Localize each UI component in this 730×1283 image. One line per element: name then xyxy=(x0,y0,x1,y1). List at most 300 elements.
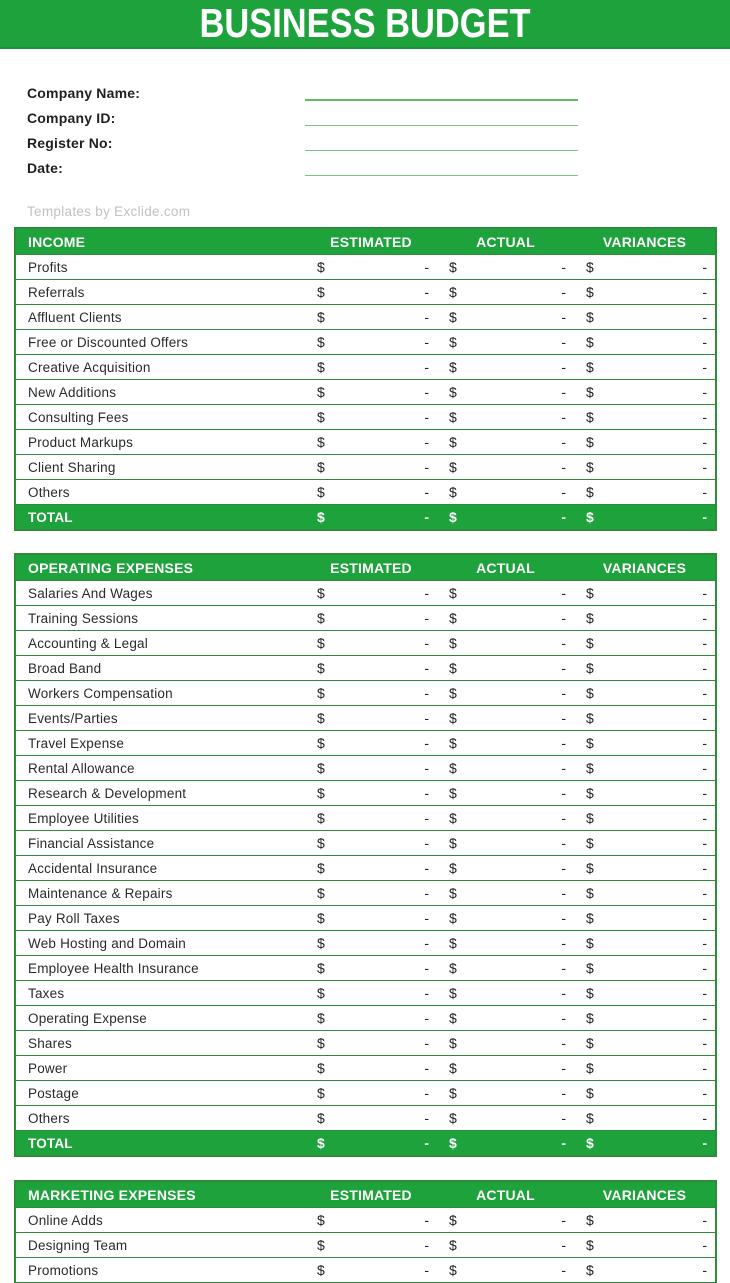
amount-cell[interactable] xyxy=(437,936,574,950)
row-label: Pay Roll Taxes xyxy=(28,910,120,926)
table-row xyxy=(16,605,715,630)
table-row xyxy=(16,1080,715,1105)
amount-cell[interactable] xyxy=(305,611,437,625)
page-title: BUSINESS BUDGET xyxy=(199,0,531,46)
amount-cell[interactable] xyxy=(574,786,715,800)
amount-value: - xyxy=(702,885,707,901)
amount-cell[interactable] xyxy=(305,310,437,324)
amount-cell[interactable] xyxy=(437,611,574,625)
amount-value: - xyxy=(702,359,707,375)
currency-symbol: $ xyxy=(317,1212,325,1228)
amount-cell[interactable] xyxy=(305,1136,437,1150)
amount-value: - xyxy=(424,459,429,475)
amount-cell[interactable] xyxy=(574,335,715,349)
amount-cell[interactable] xyxy=(574,686,715,700)
row-label: Salaries And Wages xyxy=(28,585,153,601)
amount-cell[interactable] xyxy=(574,485,715,499)
amount-cell[interactable] xyxy=(437,586,574,600)
currency-symbol: $ xyxy=(586,760,594,776)
amount-cell[interactable] xyxy=(437,986,574,1000)
marketing-expenses-header-row xyxy=(16,1182,715,1207)
currency-symbol: $ xyxy=(317,585,325,601)
currency-symbol: $ xyxy=(449,334,457,350)
currency-symbol: $ xyxy=(449,785,457,801)
amount-cell[interactable] xyxy=(305,1111,437,1125)
amount-cell[interactable] xyxy=(437,360,574,374)
amount-cell[interactable] xyxy=(574,1136,715,1150)
table-row xyxy=(16,1055,715,1080)
amount-cell[interactable] xyxy=(437,711,574,725)
marketing-expenses-title: MARKETING EXPENSES xyxy=(28,1186,196,1203)
row-label: Broad Band xyxy=(28,660,102,676)
amount-cell[interactable] xyxy=(437,1086,574,1100)
table-row xyxy=(16,780,715,805)
amount-value: - xyxy=(424,1237,429,1253)
table-row xyxy=(16,905,715,930)
amount-value: - xyxy=(561,960,566,976)
row-label: Accounting & Legal xyxy=(28,635,148,651)
amount-cell[interactable] xyxy=(437,1036,574,1050)
amount-value: - xyxy=(702,1085,707,1101)
amount-value: - xyxy=(424,1060,429,1076)
amount-value: - xyxy=(702,284,707,300)
date-input[interactable] xyxy=(305,175,578,176)
operating-expenses-table xyxy=(14,553,717,1157)
amount-value: - xyxy=(702,459,707,475)
currency-symbol: $ xyxy=(317,835,325,851)
amount-value: - xyxy=(424,885,429,901)
amount-value: - xyxy=(702,860,707,876)
amount-value: - xyxy=(702,710,707,726)
row-label: New Additions xyxy=(28,384,117,400)
amount-cell[interactable] xyxy=(574,1238,715,1252)
amount-cell[interactable] xyxy=(305,1086,437,1100)
amount-value: - xyxy=(561,1110,566,1126)
amount-value: - xyxy=(561,1085,566,1101)
table-row xyxy=(16,730,715,755)
amount-cell[interactable] xyxy=(574,586,715,600)
currency-symbol: $ xyxy=(317,359,325,375)
amount-cell[interactable] xyxy=(437,310,574,324)
amount-cell[interactable] xyxy=(574,611,715,625)
amount-cell[interactable] xyxy=(437,485,574,499)
amount-cell[interactable] xyxy=(305,811,437,825)
amount-value: - xyxy=(424,960,429,976)
amount-cell[interactable] xyxy=(574,736,715,750)
amount-cell[interactable] xyxy=(437,786,574,800)
amount-cell[interactable] xyxy=(305,335,437,349)
currency-symbol: $ xyxy=(586,985,594,1001)
amount-cell[interactable] xyxy=(437,836,574,850)
company-name-input[interactable] xyxy=(305,99,578,101)
row-label: Client Sharing xyxy=(28,459,116,475)
amount-cell[interactable] xyxy=(437,385,574,399)
currency-symbol: $ xyxy=(449,434,457,450)
amount-cell[interactable] xyxy=(574,1036,715,1050)
amount-value: - xyxy=(561,785,566,801)
amount-value: - xyxy=(561,284,566,300)
amount-cell[interactable] xyxy=(437,736,574,750)
amount-value: - xyxy=(561,459,566,475)
currency-symbol: $ xyxy=(317,1085,325,1101)
row-label: Maintenance & Repairs xyxy=(28,885,173,901)
amount-cell[interactable] xyxy=(437,661,574,675)
amount-cell[interactable] xyxy=(437,761,574,775)
amount-cell[interactable] xyxy=(305,911,437,925)
total-row xyxy=(16,1130,715,1155)
amount-value: - xyxy=(424,785,429,801)
currency-symbol: $ xyxy=(317,1237,325,1253)
row-label: Research & Development xyxy=(28,785,187,801)
amount-value: - xyxy=(561,835,566,851)
table-row xyxy=(16,429,715,454)
currency-symbol: $ xyxy=(586,1110,594,1126)
amount-value: - xyxy=(702,585,707,601)
amount-cell[interactable] xyxy=(305,586,437,600)
currency-symbol: $ xyxy=(586,610,594,626)
currency-symbol: $ xyxy=(586,810,594,826)
amount-value: - xyxy=(424,910,429,926)
row-label: Employee Utilities xyxy=(28,810,139,826)
row-label: Employee Health Insurance xyxy=(28,960,199,976)
currency-symbol: $ xyxy=(317,860,325,876)
amount-cell[interactable] xyxy=(305,861,437,875)
row-label: Training Sessions xyxy=(28,610,139,626)
amount-cell[interactable] xyxy=(437,260,574,274)
currency-symbol: $ xyxy=(449,735,457,751)
currency-symbol: $ xyxy=(449,359,457,375)
amount-value: - xyxy=(561,434,566,450)
currency-symbol: $ xyxy=(317,409,325,425)
currency-symbol: $ xyxy=(317,384,325,400)
amount-cell[interactable] xyxy=(574,761,715,775)
amount-cell[interactable] xyxy=(574,1086,715,1100)
currency-symbol: $ xyxy=(586,309,594,325)
amount-cell[interactable] xyxy=(305,1213,437,1227)
amount-value: - xyxy=(561,685,566,701)
amount-value: - xyxy=(561,635,566,651)
amount-cell[interactable] xyxy=(437,460,574,474)
currency-symbol: $ xyxy=(317,1010,325,1026)
currency-symbol: $ xyxy=(317,459,325,475)
amount-cell[interactable] xyxy=(305,936,437,950)
currency-symbol: $ xyxy=(449,1010,457,1026)
amount-cell[interactable] xyxy=(437,1111,574,1125)
amount-cell[interactable] xyxy=(305,1061,437,1075)
currency-symbol: $ xyxy=(586,910,594,926)
amount-cell[interactable] xyxy=(437,1213,574,1227)
amount-value: - xyxy=(561,509,566,525)
amount-cell[interactable] xyxy=(437,335,574,349)
table-row xyxy=(16,454,715,479)
amount-value: - xyxy=(702,610,707,626)
row-label: Power xyxy=(28,1060,68,1076)
amount-value: - xyxy=(561,309,566,325)
amount-value: - xyxy=(424,484,429,500)
currency-symbol: $ xyxy=(317,509,325,525)
amount-cell[interactable] xyxy=(305,1011,437,1025)
currency-symbol: $ xyxy=(449,1060,457,1076)
currency-symbol: $ xyxy=(449,384,457,400)
amount-cell[interactable] xyxy=(574,661,715,675)
amount-value: - xyxy=(702,334,707,350)
register-no-label: Register No: xyxy=(27,134,113,151)
amount-value: - xyxy=(424,710,429,726)
amount-cell[interactable] xyxy=(437,1136,574,1150)
amount-cell[interactable] xyxy=(305,961,437,975)
amount-value: - xyxy=(561,259,566,275)
amount-value: - xyxy=(702,434,707,450)
amount-value: - xyxy=(424,635,429,651)
amount-value: - xyxy=(424,585,429,601)
amount-cell[interactable] xyxy=(574,385,715,399)
amount-cell[interactable] xyxy=(437,861,574,875)
amount-cell[interactable] xyxy=(305,260,437,274)
amount-cell[interactable] xyxy=(305,636,437,650)
amount-cell[interactable] xyxy=(437,886,574,900)
amount-cell[interactable] xyxy=(437,1011,574,1025)
amount-value: - xyxy=(702,735,707,751)
amount-cell[interactable] xyxy=(574,510,715,524)
currency-symbol: $ xyxy=(586,1035,594,1051)
total-label: TOTAL xyxy=(28,1135,73,1151)
table-row xyxy=(16,1207,715,1232)
currency-symbol: $ xyxy=(449,910,457,926)
amount-value: - xyxy=(702,484,707,500)
total-row xyxy=(16,504,715,529)
row-label: Creative Acquisition xyxy=(28,359,151,375)
company-id-input[interactable] xyxy=(305,125,578,126)
amount-value: - xyxy=(424,1135,429,1151)
amount-cell[interactable] xyxy=(437,911,574,925)
amount-value: - xyxy=(702,660,707,676)
currency-symbol: $ xyxy=(449,484,457,500)
amount-value: - xyxy=(424,1035,429,1051)
amount-value: - xyxy=(424,309,429,325)
amount-value: - xyxy=(424,760,429,776)
amount-value: - xyxy=(561,484,566,500)
amount-cell[interactable] xyxy=(305,661,437,675)
amount-value: - xyxy=(561,910,566,926)
amount-cell[interactable] xyxy=(305,836,437,850)
amount-cell[interactable] xyxy=(305,786,437,800)
amount-cell[interactable] xyxy=(305,686,437,700)
table-row xyxy=(16,254,715,279)
currency-symbol: $ xyxy=(586,284,594,300)
amount-value: - xyxy=(424,935,429,951)
amount-cell[interactable] xyxy=(437,811,574,825)
amount-value: - xyxy=(702,259,707,275)
column-header-variances: VARIANCES xyxy=(602,1186,687,1203)
amount-value: - xyxy=(561,885,566,901)
amount-value: - xyxy=(424,860,429,876)
currency-symbol: $ xyxy=(317,334,325,350)
table-row xyxy=(16,630,715,655)
currency-symbol: $ xyxy=(586,334,594,350)
amount-cell[interactable] xyxy=(574,986,715,1000)
amount-cell[interactable] xyxy=(574,1263,715,1277)
amount-cell[interactable] xyxy=(574,260,715,274)
amount-cell[interactable] xyxy=(574,636,715,650)
currency-symbol: $ xyxy=(317,810,325,826)
amount-value: - xyxy=(424,384,429,400)
currency-symbol: $ xyxy=(449,985,457,1001)
amount-cell[interactable] xyxy=(437,510,574,524)
currency-symbol: $ xyxy=(586,885,594,901)
amount-value: - xyxy=(561,1010,566,1026)
column-header-variances: VARIANCES xyxy=(602,233,687,250)
amount-value: - xyxy=(561,409,566,425)
amount-value: - xyxy=(424,284,429,300)
amount-value: - xyxy=(561,660,566,676)
row-label: Operating Expense xyxy=(28,1010,147,1026)
currency-symbol: $ xyxy=(317,1110,325,1126)
row-label: Postage xyxy=(28,1085,79,1101)
amount-cell[interactable] xyxy=(305,460,437,474)
amount-value: - xyxy=(561,735,566,751)
amount-cell[interactable] xyxy=(574,961,715,975)
amount-cell[interactable] xyxy=(305,886,437,900)
currency-symbol: $ xyxy=(449,860,457,876)
currency-symbol: $ xyxy=(586,484,594,500)
income-header-row xyxy=(16,229,715,254)
amount-value: - xyxy=(702,1262,707,1278)
amount-value: - xyxy=(561,1237,566,1253)
amount-cell[interactable] xyxy=(305,410,437,424)
form-row xyxy=(0,105,730,130)
amount-cell[interactable] xyxy=(437,435,574,449)
amount-cell[interactable] xyxy=(437,686,574,700)
table-row xyxy=(16,279,715,304)
amount-cell[interactable] xyxy=(574,410,715,424)
amount-cell[interactable] xyxy=(305,1238,437,1252)
amount-cell[interactable] xyxy=(305,510,437,524)
amount-value: - xyxy=(424,685,429,701)
row-label: Travel Expense xyxy=(28,735,125,751)
currency-symbol: $ xyxy=(317,284,325,300)
watermark-text: Templates by Exclide.com xyxy=(27,204,191,219)
amount-cell[interactable] xyxy=(574,460,715,474)
row-label: Consulting Fees xyxy=(28,409,129,425)
amount-cell[interactable] xyxy=(305,711,437,725)
amount-value: - xyxy=(424,735,429,751)
currency-symbol: $ xyxy=(449,660,457,676)
register-no-input[interactable] xyxy=(305,150,578,151)
amount-cell[interactable] xyxy=(437,1263,574,1277)
amount-value: - xyxy=(561,1135,566,1151)
amount-cell[interactable] xyxy=(305,761,437,775)
currency-symbol: $ xyxy=(586,1010,594,1026)
total-label: TOTAL xyxy=(28,509,73,525)
currency-symbol: $ xyxy=(449,1262,457,1278)
currency-symbol: $ xyxy=(586,735,594,751)
amount-cell[interactable] xyxy=(437,961,574,975)
amount-cell[interactable] xyxy=(574,886,715,900)
row-label: Events/Parties xyxy=(28,710,118,726)
amount-value: - xyxy=(424,1085,429,1101)
table-row xyxy=(16,880,715,905)
row-label: Others xyxy=(28,484,70,500)
amount-cell[interactable] xyxy=(437,636,574,650)
title-bar xyxy=(0,0,730,49)
currency-symbol: $ xyxy=(449,1085,457,1101)
column-header-variances: VARIANCES xyxy=(602,559,687,576)
currency-symbol: $ xyxy=(449,685,457,701)
amount-value: - xyxy=(702,409,707,425)
form-row xyxy=(0,130,730,155)
amount-value: - xyxy=(561,1060,566,1076)
amount-cell[interactable] xyxy=(574,911,715,925)
table-row xyxy=(16,404,715,429)
currency-symbol: $ xyxy=(586,409,594,425)
amount-value: - xyxy=(702,685,707,701)
row-label: Others xyxy=(28,1110,70,1126)
row-label: Financial Assistance xyxy=(28,835,155,851)
table-row xyxy=(16,1030,715,1055)
table-row xyxy=(16,655,715,680)
amount-cell[interactable] xyxy=(574,435,715,449)
amount-cell[interactable] xyxy=(574,285,715,299)
amount-value: - xyxy=(561,710,566,726)
amount-cell[interactable] xyxy=(305,485,437,499)
column-header-actual: ACTUAL xyxy=(476,559,535,576)
marketing-expenses-table xyxy=(14,1180,717,1283)
amount-value: - xyxy=(561,760,566,776)
amount-cell[interactable] xyxy=(574,1011,715,1025)
amount-cell[interactable] xyxy=(574,861,715,875)
amount-cell[interactable] xyxy=(574,936,715,950)
amount-value: - xyxy=(702,635,707,651)
amount-value: - xyxy=(561,585,566,601)
amount-cell[interactable] xyxy=(574,360,715,374)
table-row xyxy=(16,1257,715,1282)
amount-cell[interactable] xyxy=(305,360,437,374)
amount-cell[interactable] xyxy=(574,711,715,725)
amount-value: - xyxy=(561,985,566,1001)
amount-cell[interactable] xyxy=(305,435,437,449)
table-row xyxy=(16,680,715,705)
amount-cell[interactable] xyxy=(305,1263,437,1277)
amount-value: - xyxy=(424,835,429,851)
amount-cell[interactable] xyxy=(305,285,437,299)
amount-value: - xyxy=(702,1110,707,1126)
amount-cell[interactable] xyxy=(305,986,437,1000)
currency-symbol: $ xyxy=(317,685,325,701)
amount-value: - xyxy=(424,660,429,676)
amount-cell[interactable] xyxy=(574,1213,715,1227)
amount-cell[interactable] xyxy=(437,1238,574,1252)
amount-cell[interactable] xyxy=(574,310,715,324)
amount-cell[interactable] xyxy=(437,1061,574,1075)
amount-cell[interactable] xyxy=(305,736,437,750)
amount-cell[interactable] xyxy=(437,285,574,299)
amount-cell[interactable] xyxy=(305,1036,437,1050)
amount-value: - xyxy=(561,1212,566,1228)
amount-cell[interactable] xyxy=(574,836,715,850)
amount-cell[interactable] xyxy=(574,1111,715,1125)
currency-symbol: $ xyxy=(449,585,457,601)
amount-cell[interactable] xyxy=(574,811,715,825)
amount-value: - xyxy=(424,1212,429,1228)
amount-cell[interactable] xyxy=(437,410,574,424)
amount-value: - xyxy=(424,1010,429,1026)
amount-cell[interactable] xyxy=(305,385,437,399)
currency-symbol: $ xyxy=(449,710,457,726)
table-row xyxy=(16,1105,715,1130)
table-row xyxy=(16,329,715,354)
amount-value: - xyxy=(702,509,707,525)
amount-cell[interactable] xyxy=(574,1061,715,1075)
